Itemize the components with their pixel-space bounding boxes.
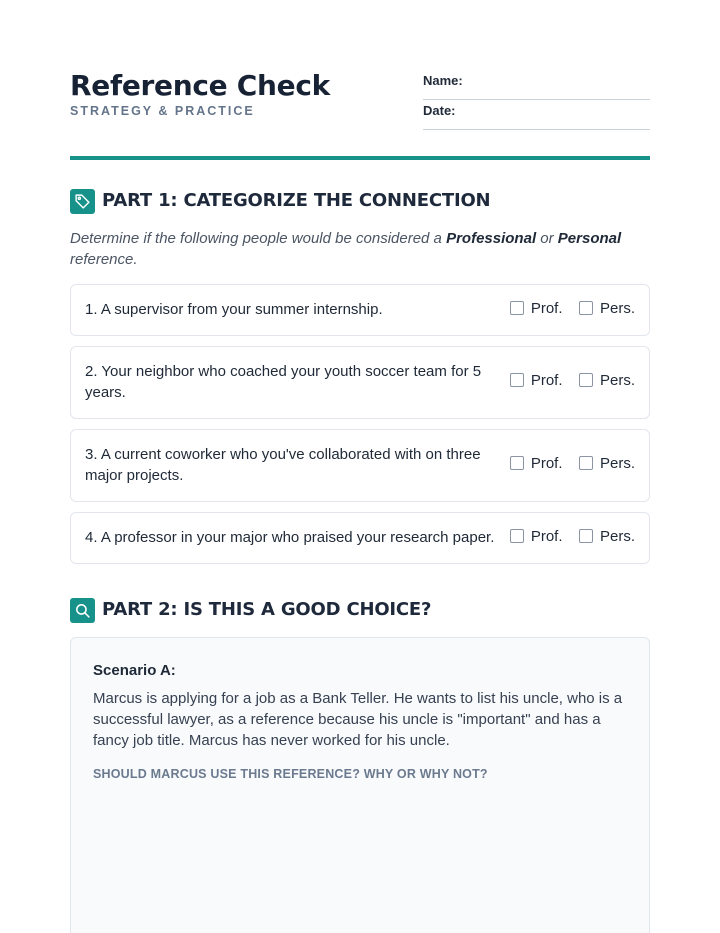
pers-checkbox[interactable] (579, 456, 593, 470)
instruction-personal: Personal (557, 230, 622, 247)
answer-options (498, 300, 635, 318)
pers-label: Pers. (599, 372, 635, 389)
part2-heading (70, 598, 650, 624)
answer-options (498, 372, 635, 390)
pers-option[interactable] (579, 372, 635, 389)
pers-option[interactable] (579, 528, 635, 545)
prof-label: Prof. (530, 455, 563, 472)
question-card (70, 284, 650, 336)
scenario-question: SHOULD MARCUS USE THIS REFERENCE? WHY OR WHY NOT? (93, 767, 488, 781)
name-label: Name: (423, 73, 463, 88)
name-field[interactable] (423, 70, 650, 100)
answer-options (498, 455, 635, 473)
page-subtitle: STRATEGY & PRACTICE (70, 104, 255, 118)
scenario-title: Scenario A: (93, 662, 176, 679)
prof-option[interactable] (510, 372, 563, 389)
scenario-card (70, 637, 650, 933)
scenario-text: Marcus is applying for a job as a Bank Teller. He wants to list his uncle, who is a successful lawyer, as a reference because his uncle is "important" and has a fancy job title. Marcus has never worked for his uncle. (93, 690, 623, 749)
prof-option[interactable] (510, 455, 563, 472)
question-text: 3. A current coworker who you've collaborated with on three major projects. (85, 446, 481, 484)
tag-icon (70, 189, 95, 214)
pers-checkbox[interactable] (579, 373, 593, 387)
pers-label: Pers. (599, 528, 635, 545)
instruction-professional: Professional (446, 230, 537, 247)
header-divider (70, 156, 650, 160)
question-card (70, 346, 650, 419)
answer-options (498, 528, 635, 546)
prof-option[interactable] (510, 528, 563, 545)
instruction-text: Determine if the following people would be considered a (70, 230, 442, 247)
prof-checkbox[interactable] (510, 529, 524, 543)
pers-label: Pers. (599, 300, 635, 317)
part1-title: PART 1: CATEGORIZE THE CONNECTION (102, 190, 491, 211)
header (70, 68, 650, 128)
search-icon (70, 598, 95, 623)
page-title: Reference Check (70, 69, 330, 102)
prof-label: Prof. (530, 372, 563, 389)
name-date-fields (423, 70, 650, 130)
question-card (70, 429, 650, 502)
prof-checkbox[interactable] (510, 373, 524, 387)
instruction-suffix: reference. (70, 251, 138, 268)
question-text: 2. Your neighbor who coached your youth soccer team for 5 years. (85, 363, 482, 401)
pers-checkbox[interactable] (579, 301, 593, 315)
part1-heading (70, 189, 650, 215)
date-label: Date: (423, 103, 456, 118)
part2-title: PART 2: IS THIS A GOOD CHOICE? (102, 599, 432, 620)
question-card (70, 512, 650, 564)
pers-option[interactable] (579, 455, 635, 472)
question-text: 1. A supervisor from your summer internship. (85, 301, 383, 318)
part1-instructions (70, 228, 650, 270)
date-field[interactable] (423, 100, 650, 130)
prof-checkbox[interactable] (510, 301, 524, 315)
pers-option[interactable] (579, 300, 635, 317)
pers-label: Pers. (599, 455, 635, 472)
instruction-or: or (540, 230, 554, 247)
question-text: 4. A professor in your major who praised your research paper. (85, 529, 495, 546)
prof-option[interactable] (510, 300, 563, 317)
prof-label: Prof. (530, 300, 563, 317)
pers-checkbox[interactable] (579, 529, 593, 543)
prof-checkbox[interactable] (510, 456, 524, 470)
prof-label: Prof. (530, 528, 563, 545)
